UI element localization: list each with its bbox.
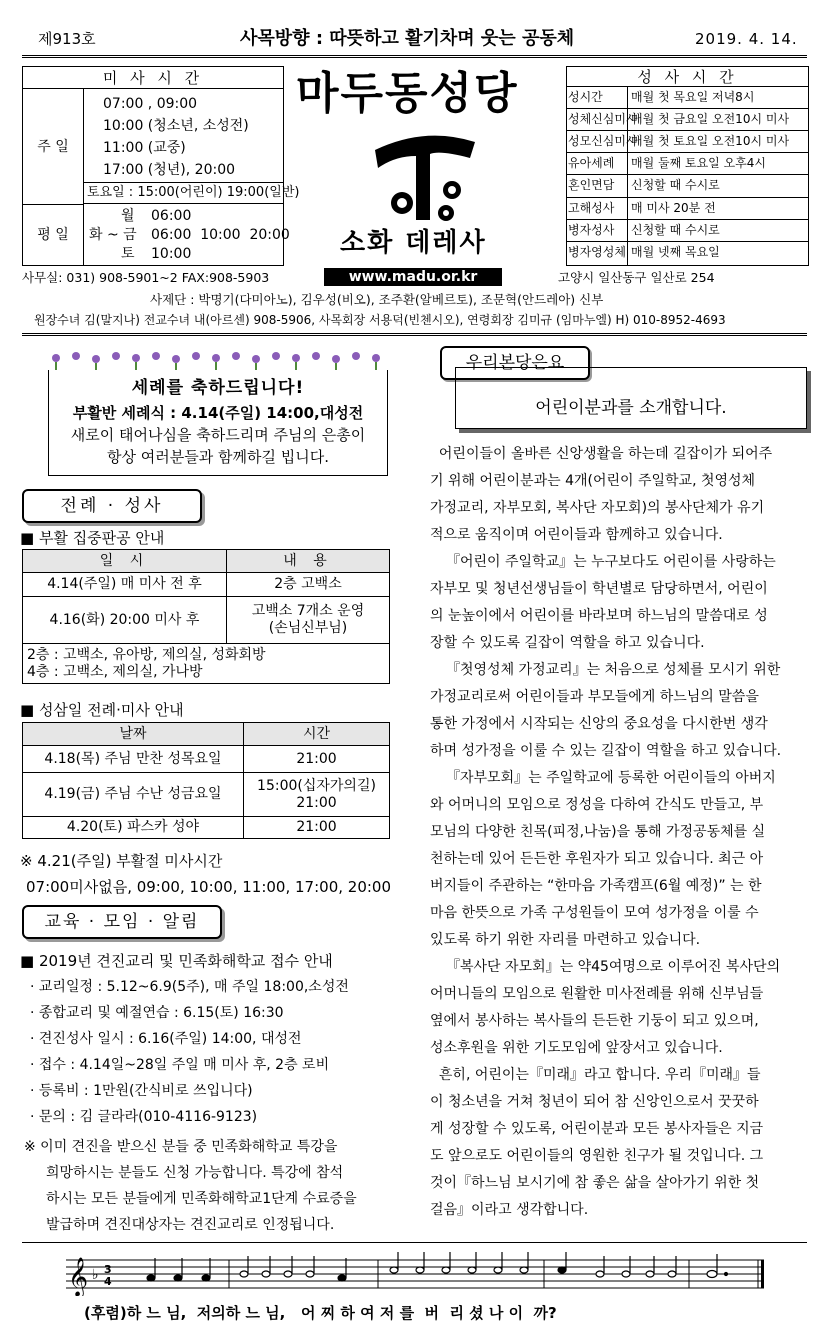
sacraments-title: 성 사 시 간 [567,67,808,87]
sacrament-row: 성체신심미사 매월 첫 금요일 오전10시 미사 [567,109,808,131]
education-section-title: 교육 · 모임 · 알림 [22,905,222,939]
weekday-time-3: 10:00 [151,246,192,262]
baptism-message-1: 새로이 태어나심을 축하드리며 주님의 은총이 [70,426,366,445]
sacrament-row: 성모신심미사 매월 첫 토요일 오전10시 미사 [567,131,808,153]
weekday-time-2: 06:00 10:00 20:00 [151,227,290,243]
parish-patron: 소화 데레사 [340,228,487,258]
flowers-decoration-icon [48,346,388,372]
sacrament-row: 고해성사 매 미사 20분 전 [567,198,808,220]
staff-contacts: 원장수녀 김(말지나) 전교수녀 내(아르센) 908-5906, 사목회장 서용덕(빈첸시오), 연령회장 김미규 (임마누엘) H) 010-8952-4693 [34,313,726,327]
education-title: ■ 2019년 견진교리 및 민족화해학교 접수 안내 [20,952,333,970]
svg-text:♭: ♭ [92,1267,99,1283]
parish-name: 마두동성당 [296,68,519,119]
baptism-title: 세례를 축하드립니다! [131,378,305,398]
table-row: 4.14(주일) 매 미사 전 후 2층 고백소 [23,573,390,597]
table-header: 내 용 [227,550,390,573]
sunday-time-2: 10:00 (청소년, 소성전) [103,118,249,134]
cross-logo-icon [370,128,480,228]
weekday-day-2: 화 ~ 금 [89,227,137,243]
triduum-title: ■ 성삼일 전례·미사 안내 [20,701,184,719]
article-paragraph: 『첫영성체 가정교리』는 처음으로 성체를 모시기 위한 가정교리로써 어린이들과 부모들에게 하느님의 말씀을 통한 가정에서 시작되는 신앙의 중요성을 다시한번 생각 하며 성가정을 이룰 수 있는 길잡이 역할을 하고 있습니다. [430,662,782,759]
table-row: 4.19(금) 주님 수난 성금요일 15:00(십자가의길) 21:00 [23,773,390,817]
mass-times-title: 미 사 시 간 [23,67,283,89]
table-row: 4.20(토) 파스카 성야 21:00 [23,817,390,839]
sacrament-row: 성시간 매월 첫 목요일 저녁8시 [567,87,808,109]
mass-times-box [22,66,300,266]
easter-note-title: ※ 4.21(주일) 부활절 미사시간 [20,852,223,870]
svg-text:3: 3 [104,1263,112,1276]
saturday-mass: 토요일 : 15:00(어린이) 19:00(일반) [84,182,283,204]
list-item: · 접수 : 4.14일~28일 주일 매 미사 후, 2층 로비 [30,1057,330,1073]
sunday-time-1: 07:00 , 09:00 [103,96,198,112]
article-paragraph: 『어린이 주일학교』는 누구보다도 어린이를 사랑하는 자부모 및 청년선생님들이 학년별로 담당하면서, 어린이 의 눈높이에서 어린이를 바라보며 하느님의 말씀대로 성 장할 수 있도록 길잡이 역할을 하고 있습니다. [430,554,776,651]
contact-rule [22,333,807,336]
sacrament-row: 병자영성체 매월 넷째 목요일 [568,245,720,259]
issue-number: 제913호 [38,30,96,48]
weekday-day-3: 토 [121,246,135,262]
baptism-ceremony: 부활반 세례식 : 4.14(주일) 14:00,대성전 [72,404,364,423]
article-paragraph: 흔히, 어린이는『미래』라고 합니다. 우리『미래』들 이 청소년을 거쳐 청년이 되어 참 신앙인으로서 꿋꿋하 게 성장할 수 있도록, 어린이분과 모든 봉사자들은 지금 도 앞으로도 어린이들의 영원한 친구가 될 것입니다. 그 것이『하느님 보시기에 참 좋은 삶을 살아가기 위한 첫 걸음』이라고 생각합니다. [430,1067,764,1218]
sacrament-row: 혼인면담 신청할 때 수시로 [567,175,808,198]
pastoral-motto: 사목방향 : 따뜻하고 활기차며 웃는 공동체 [240,28,575,49]
article-body [430,441,810,1224]
parish-website[interactable]: www.madu.or.kr [324,268,502,286]
table-header: 시간 [244,723,390,746]
article-headline-box [455,367,807,429]
article-paragraph: 어린이들이 올바른 신앙생활을 하는데 길잡이가 되어주 기 위해 어린이분과는 4개(어린이 주일학교, 첫영성체 가정교리, 자부모회, 복사단 자모회)의 봉사단체가 유기 적으로 움직이며 어린이들과 함께하고 있습니다. [430,446,773,543]
header-rule [22,55,807,58]
priests-list: 사제단 : 박명기(다미아노), 김우성(비오), 조주환(알베르토), 조문혁(안드레아) 신부 [150,292,604,307]
article-headline: 어린이분과를 소개합니다. [535,398,727,418]
issue-date: 2019. 4. 14. [695,30,798,48]
music-staff-icon [66,1252,766,1296]
education-note: ※ 이미 견진을 받으신 분들 중 민족화해학교 특강을 희망하시는 분들도 신청 가능합니다. 특강에 참석 하시는 모든 분들에게 민족화해학교1단계 수료증을 발급하며 견진대상자는 견진교리로 인정됩니다. [24,1139,357,1233]
hymn-rule [22,1242,807,1243]
parish-address: 고양시 일산동구 일산로 254 [558,270,715,285]
svg-text:𝄞: 𝄞 [68,1257,89,1296]
sacrament-row: 병자성사 신청할 때 수시로 [567,220,808,242]
education-list [30,974,349,1130]
list-item: · 견진성사 일시 : 6.16(주일) 14:00, 대성전 [30,1031,302,1047]
article-section-title: 우리본당은요 [440,346,590,380]
baptism-box [48,370,388,476]
confession-note-2: 4층 : 고백소, 제의실, 가나방 [27,663,203,680]
table-row: 4.16(화) 20:00 미사 후 고백소 7개소 운영 (손님신부님) [23,597,390,644]
table-row: 4.18(목) 주님 만찬 성목요일 21:00 [23,746,390,773]
sunday-time-4: 17:00 (청년), 20:00 [103,162,236,178]
confession-table [22,549,390,684]
list-item: · 문의 : 김 글라라(010-4116-9123) [30,1109,258,1125]
sacraments-box [566,66,809,266]
baptism-message-2: 항상 여러분들과 함께하길 빕니다. [107,448,329,467]
liturgy-section-title: 전례 · 성사 [22,489,202,523]
table-header: 날짜 [23,723,244,746]
article-paragraph: 『자부모회』는 주일학교에 등록한 어린이들의 아버지 와 어머니의 모임으로 정성을 다하여 간식도 만들고, 부 모님의 다양한 친목(피정,나눔)을 통해 가정공동체를 실 천하는데 있어 든든한 후원자가 되고 있습니다. 최근 아 버지들이 주관하는 “한마음 가족캠프(6월 예정)” 는 한 마음 한뜻으로 가족 구성원들이 모여 성가정을 이룰 수 있도록 하기 위한 자리를 마련하고 있습니다. [430,770,776,948]
article-paragraph: 『복사단 자모회』는 약45여명으로 이루어진 복사단의 어머니들의 모임으로 원활한 미사전례를 위해 신부님들 옆에서 봉사하는 복사들의 든든한 기둥이 되고 있으며, 성소후원을 위한 기도모임에 앞장서고 있습니다. [430,959,781,1056]
svg-text:4: 4 [104,1275,112,1288]
sunday-label: 주 일 [23,89,84,205]
list-item: · 등록비 : 1만원(간식비로 쓰입니다) [30,1083,253,1099]
list-item: · 교리일정 : 5.12~6.9(5주), 매 주일 18:00,소성전 [30,979,349,995]
triduum-table [22,722,390,839]
list-item: · 종합교리 및 예절연습 : 6.15(토) 16:30 [30,1005,284,1021]
hymn-lyrics: (후렴)하 느 님, 저의하 느 님, 어 찌 하 여 저 를 버 리 셨 나 이 까? [84,1304,557,1322]
sunday-time-3: 11:00 (교중) [103,140,186,156]
weekday-label: 평 일 [23,205,84,265]
table-header: 일 시 [23,550,227,573]
weekday-time-1: 06:00 [151,208,192,224]
confession-title: ■ 부활 집중판공 안내 [20,529,165,547]
easter-mass-times: 07:00미사없음, 09:00, 10:00, 11:00, 17:00, 20:00 [26,878,392,896]
confession-note-1: 2층 : 고백소, 유아방, 제의실, 성화회방 [27,646,266,663]
weekday-day-1: 월 [121,208,135,224]
office-contact: 사무실: 031) 908-5901~2 FAX:908-5903 [22,270,270,285]
sacrament-row: 유아세례 매월 둘째 토요일 오후4시 [567,153,808,175]
